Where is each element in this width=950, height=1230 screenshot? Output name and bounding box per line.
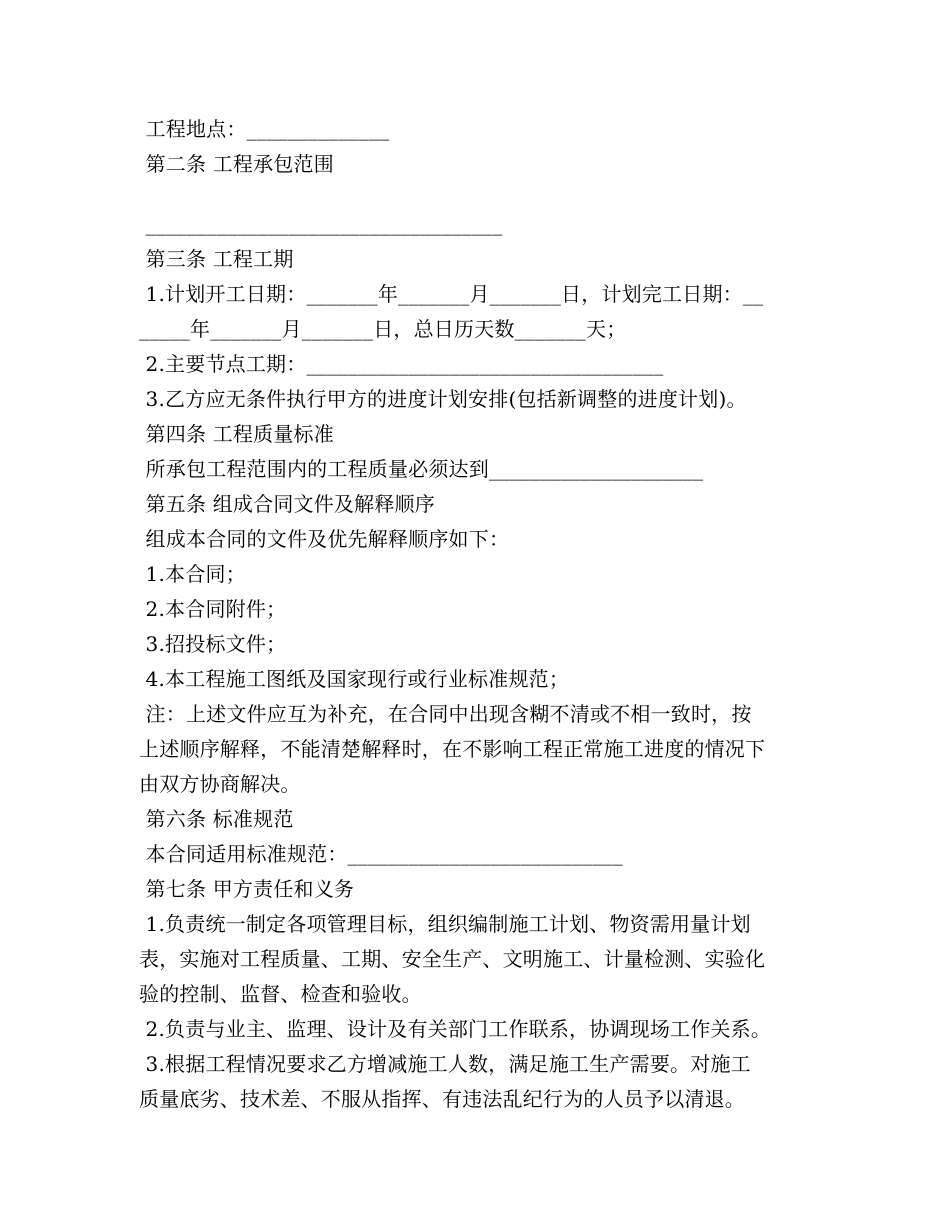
document-item-1: 1.本合同； <box>139 562 246 586</box>
note-line-2: 上述顺序解释，不能清楚解释时，在不影响工程正常施工进度的情况下 <box>139 737 766 761</box>
article-4-heading: 第四条 工程质量标准 <box>139 422 334 446</box>
note-line-1: 注：上述文件应互为补充，在合同中出现含糊不清或不相一致时，按 <box>139 702 752 726</box>
duty-3-line-2: 质量底劣、技术差、不服从指挥、有违法乱纪行为的人员予以清退。 <box>139 1087 745 1111</box>
work-location-line: 工程地点：______________ <box>139 117 390 141</box>
note-line-3: 由双方协商解决。 <box>139 772 301 796</box>
schedule-line-1: 1.计划开工日期：_______年_______月_______日，计划完工日期：__ <box>139 282 764 306</box>
documents-intro-line: 组成本合同的文件及优先解释顺序如下： <box>139 527 510 551</box>
standards-line: 本合同适用标准规范：___________________________ <box>139 842 623 866</box>
document-item-2: 2.本合同附件； <box>139 597 287 621</box>
quality-standard-line: 所承包工程范围内的工程质量必须达到_____________________ <box>139 457 704 481</box>
document-page <box>139 112 819 1117</box>
duty-1-line-1: 1.负责统一制定各项管理目标，组织编制施工计划、物资需用量计划 <box>139 912 751 936</box>
article-5-heading: 第五条 组成合同文件及解释顺序 <box>139 492 435 516</box>
schedule-obligation-line: 3.乙方应无条件执行甲方的进度计划安排(包括新调整的进度计划)。 <box>139 387 747 411</box>
document-item-4: 4.本工程施工图纸及国家现行或行业标准规范； <box>139 667 570 691</box>
article-6-heading: 第六条 标准规范 <box>139 807 294 831</box>
schedule-line-1-cont: _____年_______月_______日，总日历天数_______天； <box>139 317 627 341</box>
scope-blank-line: ___________________________________ <box>139 212 503 236</box>
article-7-heading: 第七条 甲方责任和义务 <box>139 877 355 901</box>
article-2-heading: 第二条 工程承包范围 <box>139 152 334 176</box>
article-3-heading: 第三条 工程工期 <box>139 247 294 271</box>
milestone-line: 2.主要节点工期：___________________________________ <box>139 352 664 376</box>
duty-1-line-2: 表，实施对工程质量、工期、安全生产、文明施工、计量检测、实验化 <box>139 947 766 971</box>
duty-2-line: 2.负责与业主、监理、设计及有关部门工作联系，协调现场工作关系。 <box>139 1017 772 1041</box>
document-item-3: 3.招投标文件； <box>139 632 287 656</box>
duty-3-line-1: 3.根据工程情况要求乙方增减施工人数，满足施工生产需要。对施工 <box>139 1052 751 1076</box>
duty-1-line-3: 验的控制、监督、检查和验收。 <box>139 982 422 1006</box>
